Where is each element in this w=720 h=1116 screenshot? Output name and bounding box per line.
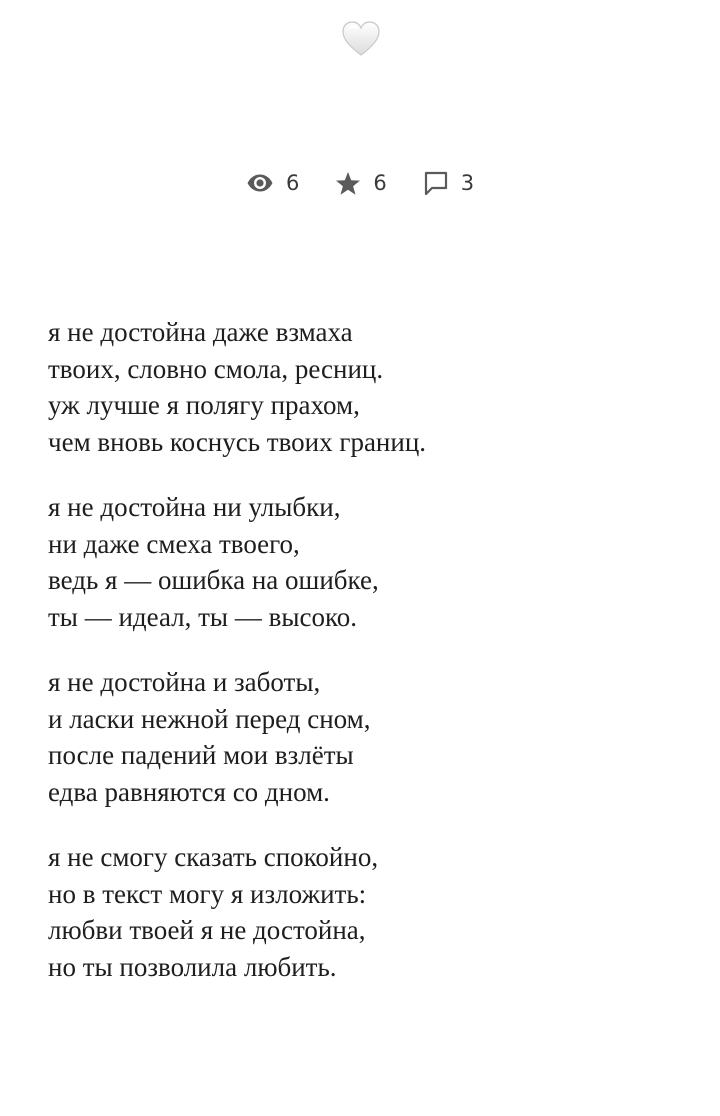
poem-line: я не достойна даже взмаха [48,317,353,347]
poem-line: и ласки нежной перед сном, [48,703,371,734]
poem-line: но ты позволила любить. [48,951,337,982]
poem-line: я не достойна ни улыбки, [48,492,341,522]
comments-stat[interactable] [423,166,474,200]
poem-text [48,314,688,1014]
poem-line: ты — идеал, ты — высоко. [48,601,357,632]
stars-count: 6 [373,170,387,195]
stats-bar [0,166,720,200]
eye-icon [246,173,274,193]
poem-stanza [48,314,688,460]
poem-line: твоих, словно смола, ресниц. [48,353,384,384]
poem-stanza [48,664,688,810]
poem-line: я не смогу сказать спокойно, [48,842,379,872]
comment-icon[interactable] [423,170,449,196]
poem-line: но в текст могу я изложить: [48,878,367,909]
poem-line: после падений мои взлёты [48,740,354,770]
comments-count: 3 [460,170,475,195]
poem-line: едва равняются со дном. [48,776,330,807]
views-stat [246,166,299,200]
poem-line: ни даже смеха твоего, [48,528,300,559]
poem-stanza [48,839,688,985]
views-count: 6 [285,170,300,195]
poem-line: я не достойна и заботы, [48,667,321,697]
poem-line: чем вновь коснусь твоих границ. [48,426,427,457]
poem-line: любви твоей я не достойна, [48,915,366,945]
poem-line: уж лучше я полягу прахом, [48,390,360,420]
poem-stanza [48,489,688,635]
heart-icon[interactable] [341,20,381,58]
star-icon[interactable] [335,171,361,196]
poem-line: ведь я — ошибка на ошибке, [48,565,379,595]
stars-stat[interactable] [335,166,386,200]
